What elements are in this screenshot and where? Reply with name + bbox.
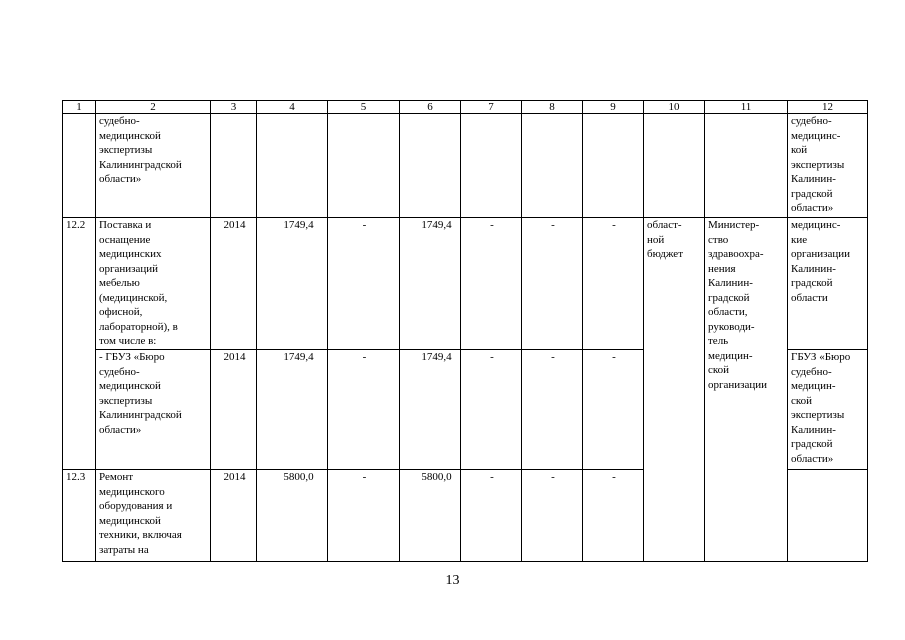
value-cell: -	[461, 218, 522, 350]
empty-cell	[257, 114, 328, 218]
header-row	[63, 101, 868, 114]
empty-cell	[328, 114, 400, 218]
value-cell: 1749,4	[400, 350, 461, 470]
year-cell: 2014	[211, 218, 257, 350]
empty-cell	[211, 114, 257, 218]
empty-cell	[461, 114, 522, 218]
value-cell: -	[461, 350, 522, 470]
table-row	[63, 114, 868, 218]
value-cell: 5800,0	[400, 470, 461, 562]
table-row	[63, 218, 868, 350]
header-cell: 12	[788, 101, 868, 114]
recipient-cell: судебно- медицинс- кой экспертизы Калинин- градской области»	[788, 114, 868, 218]
total-cell: 5800,0	[257, 470, 328, 562]
empty-cell	[788, 470, 868, 562]
value-cell: -	[328, 470, 400, 562]
description-cell: Ремонт медицинского оборудования и медицинской техники, включая затраты на	[96, 470, 211, 562]
program-table	[62, 100, 868, 562]
value-cell: -	[522, 470, 583, 562]
value-cell: 1749,4	[400, 218, 461, 350]
description-cell: Поставка и оснащение медицинских организаций мебелью (медицинской, офисной, лабораторной), в том числе в:	[96, 218, 211, 350]
value-cell: -	[583, 350, 644, 470]
header-cell: 4	[257, 101, 328, 114]
value-cell: -	[461, 470, 522, 562]
funding-source-cell: област- ной бюджет	[644, 218, 705, 562]
item-number: 12.3	[63, 470, 96, 562]
value-cell: -	[328, 350, 400, 470]
value-cell: -	[522, 350, 583, 470]
empty-cell	[522, 114, 583, 218]
empty-cell	[583, 114, 644, 218]
header-cell: 8	[522, 101, 583, 114]
recipient-cell: медицинс- кие организации Калинин- градской области	[788, 218, 868, 350]
header-cell: 9	[583, 101, 644, 114]
recipient-cell: ГБУЗ «Бюро судебно- медицин- ской экспертизы Калинин- градской области»	[788, 350, 868, 470]
header-cell: 11	[705, 101, 788, 114]
header-cell: 5	[328, 101, 400, 114]
description-cell: судебно- медицинской экспертизы Калининградской области»	[96, 114, 211, 218]
executor-cell: Министер- ство здравоохра- нения Калинин- градской области, руководи- тель медицин- ской организации	[705, 218, 788, 562]
header-cell: 2	[96, 101, 211, 114]
header-cell: 1	[63, 101, 96, 114]
year-cell: 2014	[211, 470, 257, 562]
value-cell: -	[583, 218, 644, 350]
header-cell: 6	[400, 101, 461, 114]
header-cell: 10	[644, 101, 705, 114]
empty-cell	[63, 114, 96, 218]
value-cell: -	[522, 218, 583, 350]
description-cell: - ГБУЗ «Бюро судебно- медицинской экспертизы Калининградской области»	[96, 350, 211, 470]
page-number: 13	[445, 573, 460, 588]
header-cell: 3	[211, 101, 257, 114]
empty-cell	[705, 114, 788, 218]
empty-cell	[400, 114, 461, 218]
total-cell: 1749,4	[257, 218, 328, 350]
item-number: 12.2	[63, 218, 96, 470]
year-cell: 2014	[211, 350, 257, 470]
empty-cell	[644, 114, 705, 218]
total-cell: 1749,4	[257, 350, 328, 470]
value-cell: -	[328, 218, 400, 350]
value-cell: -	[583, 470, 644, 562]
header-cell: 7	[461, 101, 522, 114]
